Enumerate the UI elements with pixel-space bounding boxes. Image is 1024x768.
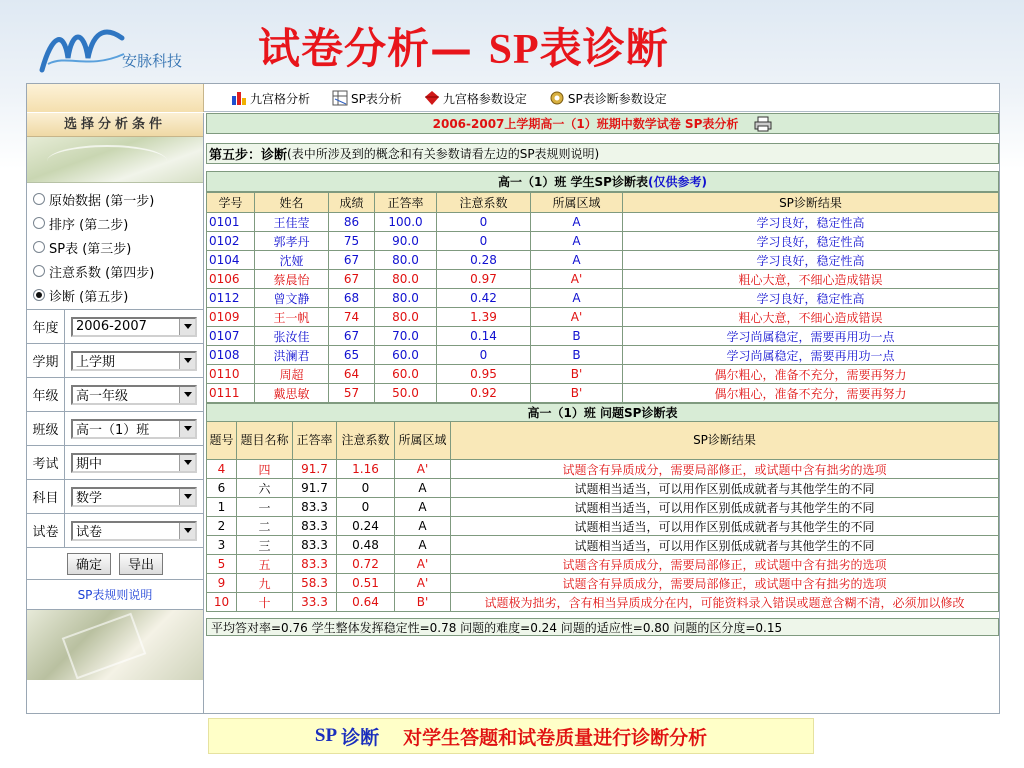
correct-rate-cell: 83.3 (293, 555, 337, 574)
filter-label: 年度 (27, 310, 65, 343)
zone-cell: A' (531, 270, 623, 289)
table-row (207, 536, 999, 555)
sidebar-photo (27, 610, 203, 680)
report-title: 2006-2007上学期高一（1）班期中数学试卷 SP表分析 (432, 117, 739, 131)
student-id-cell: 0104 (207, 251, 255, 270)
diagnosis-cell: 试题相当适当，可以用作区别低成就者与其他学生的不同 (451, 479, 999, 498)
zone-cell: A (531, 213, 623, 232)
question-column-header: 正答率 (293, 422, 337, 460)
student-sp-table (206, 192, 999, 403)
sidebar-decoration (27, 137, 203, 183)
exam-select[interactable] (71, 453, 197, 473)
filter-label: 考试 (27, 446, 65, 479)
student-id-cell: 0102 (207, 232, 255, 251)
caution-coef-cell: 0.95 (437, 365, 531, 384)
question-column-header: 所属区域 (395, 422, 451, 460)
correct-rate-cell: 80.0 (375, 270, 437, 289)
correct-rate-cell: 80.0 (375, 251, 437, 270)
student-id-cell: 0111 (207, 384, 255, 403)
score-cell: 67 (329, 327, 375, 346)
table-row (207, 593, 999, 612)
gear-icon (549, 90, 565, 106)
diagnosis-cell: 学习尚属稳定，需要再用功一点 (623, 346, 999, 365)
radio-selected-icon (33, 289, 45, 301)
student-column-header: 正答率 (375, 193, 437, 213)
student-table-header-row (207, 193, 999, 213)
question-name-cell: 十 (237, 593, 293, 612)
question-name-cell: 六 (237, 479, 293, 498)
question-name-cell: 一 (237, 498, 293, 517)
step-radio-2[interactable] (33, 211, 203, 235)
diagnosis-cell: 试题相当适当，可以用作区别低成就者与其他学生的不同 (451, 517, 999, 536)
step-radio-label: 排序 (第二步) (49, 217, 129, 233)
diagnosis-cell: 学习尚属稳定，需要再用功一点 (623, 327, 999, 346)
student-id-cell: 0101 (207, 213, 255, 232)
student-column-header: 成绩 (329, 193, 375, 213)
dropdown-arrow-icon (179, 523, 195, 539)
caution-coef-cell: 0.51 (337, 574, 395, 593)
caution-coef-cell: 1.16 (337, 460, 395, 479)
correct-rate-cell: 58.3 (293, 574, 337, 593)
caution-coef-cell: 0.14 (437, 327, 531, 346)
toolbar-grid-analysis-button[interactable] (227, 87, 314, 109)
table-icon (332, 90, 348, 106)
step-radio-label: 诊断 (第五步) (49, 289, 129, 305)
dropdown-arrow-icon (179, 353, 195, 369)
zone-cell: A (395, 479, 451, 498)
toolbar-label: 九宫格参数设定 (442, 91, 527, 106)
subject-select[interactable] (71, 487, 197, 507)
score-cell: 57 (329, 384, 375, 403)
confirm-button[interactable]: 确定 (67, 553, 111, 575)
toolbar-left-panel (27, 84, 204, 112)
question-no-cell: 3 (207, 536, 237, 555)
table-row (207, 289, 999, 308)
question-table-title: 高一（1）班 问题SP诊断表 (207, 404, 999, 422)
question-column-header: SP诊断结果 (451, 422, 999, 460)
term-select[interactable] (71, 351, 197, 371)
toolbar-label: SP表诊断参数设定 (567, 91, 667, 106)
table-row (207, 555, 999, 574)
student-column-header: 所属区域 (531, 193, 623, 213)
zone-cell: B' (531, 384, 623, 403)
student-id-cell: 0107 (207, 327, 255, 346)
correct-rate-cell: 80.0 (375, 308, 437, 327)
toolbar (227, 84, 685, 112)
filter-label: 试卷 (27, 514, 65, 547)
app-window (26, 83, 1000, 714)
zone-cell: A (531, 289, 623, 308)
zone-cell: A' (395, 555, 451, 574)
diagnosis-cell: 试题相当适当，可以用作区别低成就者与其他学生的不同 (451, 536, 999, 555)
correct-rate-cell: 83.3 (293, 536, 337, 555)
zone-cell: A (531, 232, 623, 251)
student-table-body (207, 213, 999, 403)
table-row (207, 460, 999, 479)
caution-coef-cell: 0.42 (437, 289, 531, 308)
student-column-header: SP诊断结果 (623, 193, 999, 213)
report-title-bar (206, 113, 999, 134)
student-id-cell: 0108 (207, 346, 255, 365)
question-name-cell: 九 (237, 574, 293, 593)
table-row (207, 308, 999, 327)
sp-rules-link[interactable]: SP表规则说明 (27, 580, 203, 610)
paper-select[interactable] (71, 521, 197, 541)
filter-class (27, 412, 203, 446)
score-cell: 74 (329, 308, 375, 327)
table-row (207, 479, 999, 498)
caution-coef-cell: 0 (337, 479, 395, 498)
dropdown-arrow-icon (179, 319, 195, 335)
question-column-header: 题目名称 (237, 422, 293, 460)
caution-coef-cell: 0 (337, 498, 395, 517)
dropdown-arrow-icon (179, 455, 195, 471)
filter-term (27, 344, 203, 378)
diagnosis-cell: 试题相当适当，可以用作区别低成就者与其他学生的不同 (451, 498, 999, 517)
student-name-cell: 周超 (255, 365, 329, 384)
step-title: 第五步：诊断 (209, 148, 288, 163)
toolbar-label: SP表分析 (351, 91, 402, 106)
student-table-title-bar (206, 171, 999, 192)
zone-cell: A (395, 536, 451, 555)
main-content (206, 113, 999, 713)
dropdown-arrow-icon (179, 421, 195, 437)
score-cell: 67 (329, 270, 375, 289)
question-no-cell: 4 (207, 460, 237, 479)
zone-cell: A (395, 517, 451, 536)
caption-text: 对学生答题和试卷质量进行诊断分析 (403, 726, 708, 749)
filter-label: 年级 (27, 378, 65, 411)
caution-coef-cell: 0.64 (337, 593, 395, 612)
slide-caption (208, 718, 814, 754)
select-value: 数学 (76, 491, 103, 506)
caution-coef-cell: 0.97 (437, 270, 531, 289)
zone-cell: A (395, 498, 451, 517)
correct-rate-cell: 50.0 (375, 384, 437, 403)
year-select[interactable] (71, 317, 197, 337)
diagnosis-cell: 试题含有异质成分，需要局部修正，或试题中含有拙劣的选项 (451, 460, 999, 479)
step-radio-1[interactable] (33, 187, 203, 211)
caution-coef-cell: 0.24 (337, 517, 395, 536)
student-name-cell: 张汝佳 (255, 327, 329, 346)
caution-coef-cell: 0 (437, 346, 531, 365)
caption-sp-suffix: 诊断 (341, 726, 380, 749)
filter-label: 学期 (27, 344, 65, 377)
sidebar-heading: 选择分析条件 (27, 113, 203, 137)
question-column-header: 题号 (207, 422, 237, 460)
filter-label: 科目 (27, 480, 65, 513)
diagnosis-cell: 试题极为拙劣，含有相当异质成分在内，可能资料录入错误或题意含糊不清，必须加以修改 (451, 593, 999, 612)
diagnosis-cell: 学习良好，稳定性高 (623, 232, 999, 251)
caution-coef-cell: 0.72 (337, 555, 395, 574)
student-id-cell: 0106 (207, 270, 255, 289)
table-row (207, 498, 999, 517)
diagnosis-cell: 偶尔粗心，准备不充分，需要再努力 (623, 384, 999, 403)
correct-rate-cell: 91.7 (293, 460, 337, 479)
slide-title-part-a: 试卷分析— (258, 24, 489, 73)
table-row (207, 365, 999, 384)
export-button[interactable]: 导出 (119, 553, 163, 575)
question-name-cell: 五 (237, 555, 293, 574)
filter-label: 班级 (27, 412, 65, 445)
student-id-cell: 0109 (207, 308, 255, 327)
select-value: 上学期 (76, 355, 116, 370)
question-name-cell: 三 (237, 536, 293, 555)
diagnosis-cell: 偶尔粗心，准备不充分，需要再努力 (623, 365, 999, 384)
diagnosis-cell: 试题含有异质成分，需要局部修正，或试题中含有拙劣的选项 (451, 555, 999, 574)
question-table-body (207, 460, 999, 612)
zone-cell: B (531, 327, 623, 346)
step-description (206, 143, 999, 164)
select-value: 试卷 (76, 525, 103, 540)
radio-icon (33, 217, 45, 229)
correct-rate-cell: 83.3 (293, 517, 337, 536)
zone-cell: B' (531, 365, 623, 384)
caution-coef-cell: 0 (437, 213, 531, 232)
score-cell: 75 (329, 232, 375, 251)
diagnosis-cell: 学习良好，稳定性高 (623, 213, 999, 232)
caption-sp: SP (314, 725, 338, 746)
select-value: 2006-2007 (76, 319, 147, 334)
table-row (207, 327, 999, 346)
caution-coef-cell: 0.28 (437, 251, 531, 270)
student-column-header: 姓名 (255, 193, 329, 213)
zone-cell: A' (395, 460, 451, 479)
question-no-cell: 10 (207, 593, 237, 612)
diagnosis-cell: 粗心大意，不细心造成错误 (623, 270, 999, 289)
student-id-cell: 0112 (207, 289, 255, 308)
zone-cell: A' (531, 308, 623, 327)
correct-rate-cell: 100.0 (375, 213, 437, 232)
correct-rate-cell: 60.0 (375, 346, 437, 365)
logo-mark-icon (38, 24, 128, 76)
correct-rate-cell: 83.3 (293, 498, 337, 517)
bar-chart-icon (231, 90, 247, 106)
question-name-cell: 二 (237, 517, 293, 536)
action-buttons (27, 548, 203, 580)
filter-grade (27, 378, 203, 412)
student-name-cell: 王一帆 (255, 308, 329, 327)
diagnosis-cell: 试题含有异质成分，需要局部修正，或试题中含有拙劣的选项 (451, 574, 999, 593)
student-name-cell: 郭孝丹 (255, 232, 329, 251)
caution-coef-cell: 0.92 (437, 384, 531, 403)
zone-cell: A (531, 251, 623, 270)
toolbar-grid-params-button[interactable] (420, 87, 531, 109)
diagnosis-cell: 学习良好，稳定性高 (623, 251, 999, 270)
correct-rate-cell: 90.0 (375, 232, 437, 251)
question-sp-table (206, 403, 999, 612)
step-radio-3[interactable] (33, 235, 203, 259)
reference-only-note: (仅供参考) (647, 175, 707, 189)
select-value: 高一（1）班 (76, 423, 150, 438)
question-name-cell: 四 (237, 460, 293, 479)
table-row (207, 270, 999, 289)
diagnosis-cell: 粗心大意，不细心造成错误 (623, 308, 999, 327)
student-name-cell: 洪澜君 (255, 346, 329, 365)
slide-title (258, 16, 669, 76)
correct-rate-cell: 70.0 (375, 327, 437, 346)
zone-cell: A' (395, 574, 451, 593)
step-radio-label: SP表 (第三步) (49, 241, 132, 257)
slide-title-part-b: 表诊断 (539, 24, 669, 73)
score-cell: 64 (329, 365, 375, 384)
select-value: 期中 (76, 457, 103, 472)
correct-rate-cell: 80.0 (375, 289, 437, 308)
student-id-cell: 0110 (207, 365, 255, 384)
print-icon[interactable] (754, 116, 772, 132)
step-radio-5[interactable] (33, 283, 203, 307)
score-cell: 65 (329, 346, 375, 365)
diagnosis-cell: 学习良好，稳定性高 (623, 289, 999, 308)
student-column-header: 注意系数 (437, 193, 531, 213)
table-row (207, 251, 999, 270)
question-column-header: 注意系数 (337, 422, 395, 460)
table-row (207, 384, 999, 403)
question-no-cell: 9 (207, 574, 237, 593)
caution-coef-cell: 0.48 (337, 536, 395, 555)
filter-paper (27, 514, 203, 548)
step-note: (表中所涉及到的概念和有关参数请看左边的SP表规则说明) (287, 147, 600, 161)
caution-coef-cell: 0 (437, 232, 531, 251)
student-column-header: 学号 (207, 193, 255, 213)
table-row (207, 213, 999, 232)
sidebar (27, 113, 204, 713)
zone-cell: B (531, 346, 623, 365)
caution-coef-cell: 1.39 (437, 308, 531, 327)
radio-icon (33, 241, 45, 253)
question-no-cell: 2 (207, 517, 237, 536)
radio-icon (33, 265, 45, 277)
step-radio-group (27, 183, 203, 310)
student-name-cell: 蔡晨怡 (255, 270, 329, 289)
question-no-cell: 1 (207, 498, 237, 517)
filter-subject (27, 480, 203, 514)
class-select[interactable] (71, 419, 197, 439)
toolbar-bar (27, 84, 999, 112)
correct-rate-cell: 91.7 (293, 479, 337, 498)
question-no-cell: 6 (207, 479, 237, 498)
step-radio-label: 原始数据 (第一步) (49, 193, 155, 209)
correct-rate-cell: 60.0 (375, 365, 437, 384)
table-row (207, 346, 999, 365)
step-radio-label: 注意系数 (第四步) (49, 265, 155, 281)
score-cell: 67 (329, 251, 375, 270)
student-name-cell: 曾文静 (255, 289, 329, 308)
logo-text: 安脉科技 (122, 52, 183, 70)
dropdown-arrow-icon (179, 387, 195, 403)
toolbar-sp-params-button[interactable] (545, 87, 671, 109)
grade-select[interactable] (71, 385, 197, 405)
student-name-cell: 戴思敏 (255, 384, 329, 403)
zone-cell: B' (395, 593, 451, 612)
correct-rate-cell: 33.3 (293, 593, 337, 612)
question-table-header-row (207, 422, 999, 460)
step-radio-4[interactable] (33, 259, 203, 283)
toolbar-label: 九宫格分析 (250, 91, 311, 106)
select-value: 高一年级 (76, 389, 129, 404)
student-table-title: 高一（1）班 学生SP诊断表 (498, 175, 648, 189)
score-cell: 68 (329, 289, 375, 308)
summary-stats: 平均答对率=0.76 学生整体发挥稳定性=0.78 问题的难度=0.24 问题的适应性=0.80 问题的区分度=0.15 (206, 618, 999, 636)
student-name-cell: 王佳莹 (255, 213, 329, 232)
score-cell: 86 (329, 213, 375, 232)
filter-year (27, 310, 203, 344)
student-name-cell: 沈娅 (255, 251, 329, 270)
dropdown-arrow-icon (179, 489, 195, 505)
toolbar-sp-analysis-button[interactable] (328, 87, 406, 109)
question-no-cell: 5 (207, 555, 237, 574)
table-row (207, 232, 999, 251)
radio-icon (33, 193, 45, 205)
table-row (207, 574, 999, 593)
diamond-icon (424, 90, 440, 106)
filter-exam (27, 446, 203, 480)
table-row (207, 517, 999, 536)
slide-title-sp: SP (488, 27, 540, 73)
